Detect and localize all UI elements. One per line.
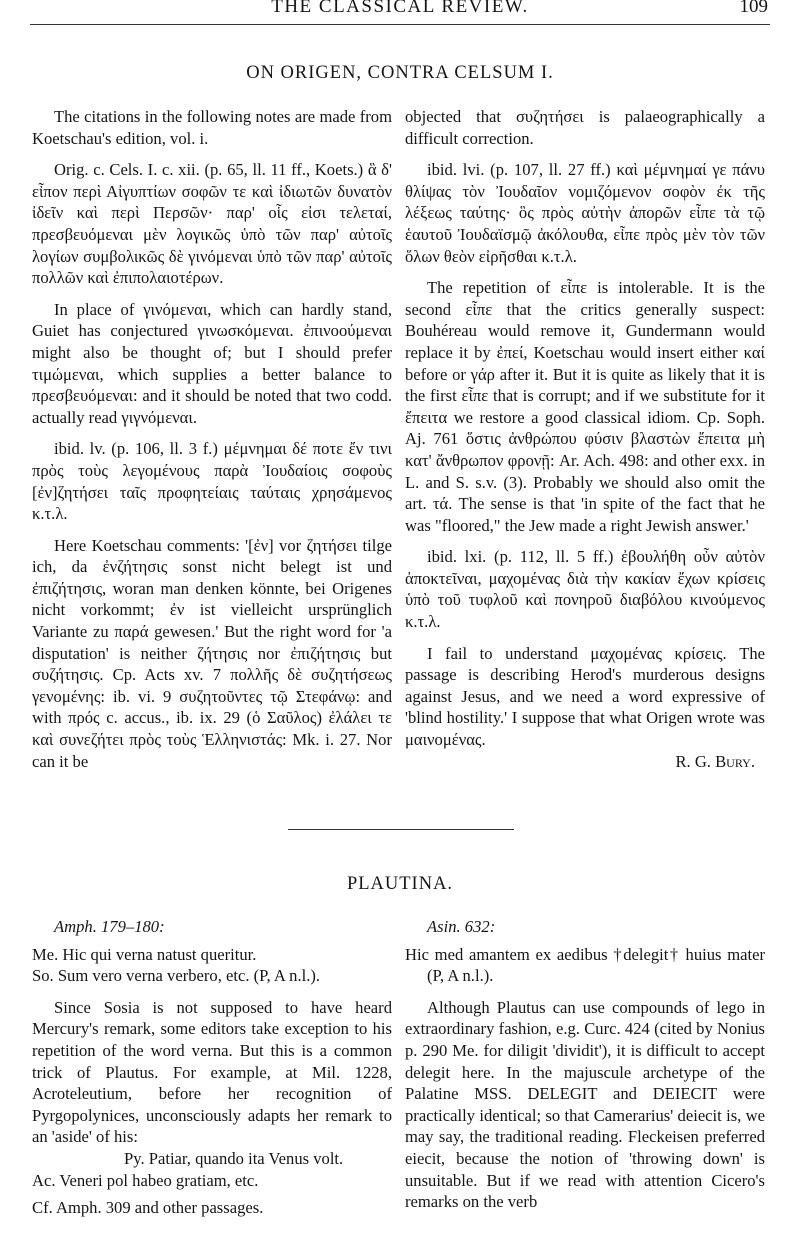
passage-reference: Asin. 632: — [427, 917, 496, 936]
running-head — [0, 0, 800, 26]
citation-block: ibid. lvi. (p. 107, ll. 27 ff.) καὶ μέμνημαί γε πάνυ θλίψας τὸν Ἰουδαῖον νομιζόμενον σοφὸν ἐκ τῆς λέξεως ταύτης· ὃς πρὸς αὐτὴν ἀπορῶν εἶπε τὰ τῷ ἑαυτοῦ Ἰουδαϊσμῷ ἀκόλουθα, εἶπε πρὸς μὲν τὸν τῶν ὅλων θεὸν εἰρῆσθαι κ.τ.λ. — [405, 160, 765, 266]
verse-line: Py. Patiar, quando ita Venus volt. — [124, 1148, 344, 1168]
paragraph: The citations in the following notes are made from Koetschau's edition, vol. i. — [32, 107, 392, 148]
verse-line: Hic med amantem ex aedibus †delegit† huius mater (P, A n.l.). — [405, 944, 765, 986]
article-title-origen: ON ORIGEN, CONTRA CELSUM I. — [246, 63, 554, 83]
article-title-plautina: PLAUTINA. — [346, 874, 454, 894]
citation-block: ibid. lv. (p. 106, ll. 3 f.) μέμνημαι δέ ποτε ἔν τινι πρὸς τοὺς λεγομένους παρὰ Ἰουδαίοις σοφοὺς [ἐν]ζητήσει ταῖς προφητείαις ταύταις χρησάμενος κ.τ.λ. — [32, 439, 392, 524]
paragraph: The repetition of εἶπε is intolerable. It is the second εἶπε that the critics generally suspect: Bouhéreau would remove it, Gundermann would replace it by ἐπεί, Koetschau would insert either καί before or γάρ after it. But it is quite as likely that it is the first εἶπε that is corrupt; and if we substitute for it ἔπειτα we restore a good classical idiom. Cp. Soph. Aj. 761 ὅστις ἀνθρώπου φύσιν βλαστὼν ἔπειτα μὴ κατ' ἄνθρωπον φρονῇ: Ar. Ach. 498: and other exx. in L. and S. s.v. (3). Probably we should also omit the art. τά. The sense is that 'in spite of the fact that he was "floored," the Jew made a right Jewish answer.' — [405, 278, 765, 535]
paragraph: Here Koetschau comments: '[ἐν] vor ζητήσει tilge ich, da ἐνζήτησις sonst nicht belegt ist und ἐπιζήτησις, woran man denken könnte, bei Origenes nicht vorkommt; ἐν ist vielleicht ursprünglich Variante zu παρά gewesen.' But the right word for 'a disputation' is neither ζήτησις nor ἐπιζήτησις but συζήτησις. Cp. Acts xv. 7 πολλῆς δὲ συζητήσεως γενομένης: ib. vi. 9 συζητοῦντες τῷ Στεφάνῳ: and with πρός c. accus., ib. ix. 29 (ὁ Σαῦλος) ἐλάλει τε καὶ συνεζήτει πρὸς τοὺς Ἑλληνιστάς: Mk. i. 27. Nor can it be — [32, 535, 392, 771]
passage-reference: Amph. 179–180: — [54, 917, 165, 936]
plautina-right-column — [405, 916, 765, 1213]
origen-right-column — [405, 106, 765, 772]
plautina-left-column — [32, 916, 392, 1219]
paragraph: Since Sosia is not supposed to have heard Mercury's remark, some editors take exception to his repetition of the word verna. But this is a common trick of Plautus. For example, at Mil. 1228, Acroteleutium, before her recognition of Pyrgopolynices, unconsciously adapts her remark to an 'aside' of his: — [32, 997, 392, 1147]
paragraph: In place of γινόμεναι, which can hardly stand, Guiet has conjectured γινωσκόμεναι. ἐπινοούμεναι might also be thought of; but I should prefer τιμώμεναι, which supplies a better balance to πρεσβευόμεναι: and it should be noted that two codd. actually read γιγνόμεναι. — [32, 299, 392, 427]
paragraph: objected that συζητήσει is palaeographically a difficult correction. — [405, 107, 765, 148]
origen-left-column — [32, 106, 392, 772]
paragraph: Although Plautus can use compounds of lego in extraordinary fashion, e.g. Curc. 424 (cited by Nonius p. 290 Me. for diligit 'dividit'), it is difficult to accept delegit here. In the majuscule archetype of the Palatine MSS. DELEGIT and DEIECIT were practically identical; so that Camerarius' deiecit is, we may say, the traditional reading. Fleckeisen preferred eiecit, because the notion of 'throwing down' is unsuitable. But if we read with attention Cicero's remarks on the verb — [405, 997, 765, 1212]
verse-line: Me. Hic qui verna natust queritur. — [32, 944, 257, 964]
article-separator — [288, 829, 514, 830]
paragraph: I fail to understand μαχομένας κρίσεις. The passage is describing Herod's murderous designs against Jesus, and we need a word expressive of 'blind hostility.' I suppose that what Origen wrote was μαινομένας. — [405, 643, 765, 750]
verse-line: So. Sum vero verna verbero, etc. (P, A n.l.). — [32, 966, 321, 986]
page-number: 109 — [739, 0, 768, 17]
verse-line: Ac. Veneri pol habeo gratiam, etc. — [32, 1170, 259, 1190]
author-signature: R. G. Bury. — [675, 751, 755, 771]
header-rule — [30, 24, 770, 25]
journal-title: THE CLASSICAL REVIEW. — [271, 0, 529, 17]
citation-block: Orig. c. Cels. I. c. xii. (p. 65, ll. 11 ff., Koets.) ἃ δ' εἶπον περὶ Αἰγυπτίων σοφῶν τε καὶ ἰδιωτῶν δυνατὸν ἰδεῖν καὶ περὶ Περσῶν· παρ' οἷς εἰσι τελεταί, πρεσβευόμεναι μὲν λογικῶς ὑπὸ τῶν παρ' αὐτοῖς λογίων συμβολικῶς δὲ γινόμεναι ὑπὸ τῶν παρ' αὐτοῖς πολλῶν καὶ ἐπιπολαιοτέρων. — [32, 160, 392, 288]
paragraph: Cf. Amph. 309 and other passages. — [32, 1198, 264, 1218]
citation-block: ibid. lxi. (p. 112, ll. 5 ff.) ἐβουλήθη οὖν αὐτὸν ἀποκτεῖναι, μαχομένας διὰ τὴν κακίαν ἔχων κρίσεις ὑπὸ τοῦ τυφλοῦ καὶ πονηροῦ διαβόλου κινούμενος κ.τ.λ. — [405, 547, 765, 632]
